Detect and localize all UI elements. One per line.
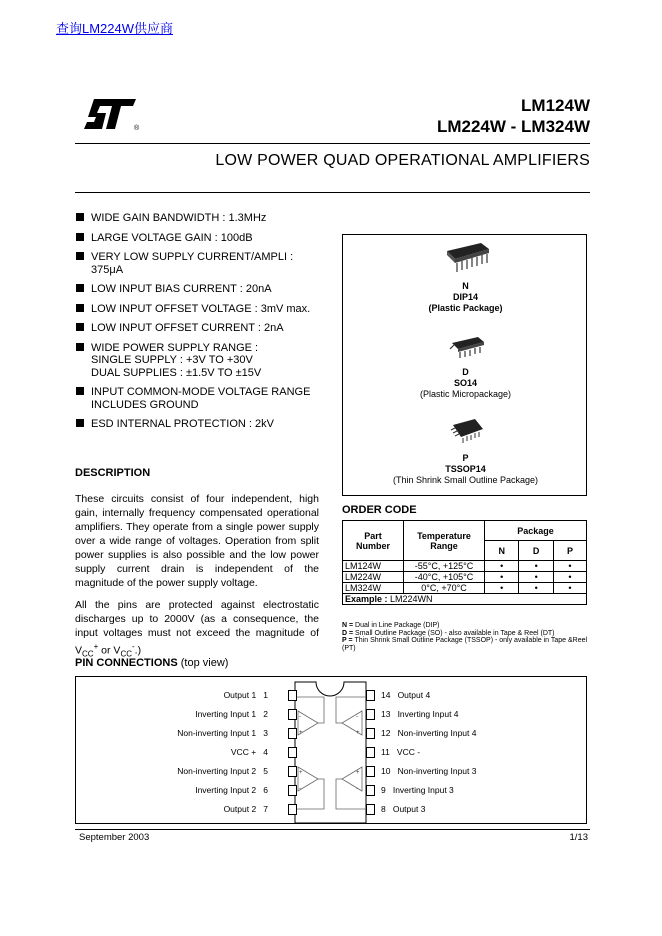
bullet-square-icon: [76, 233, 84, 241]
order-code-table: [342, 520, 587, 605]
feature-item: VERY LOW SUPPLY CURRENT/AMPLI : 375μA: [75, 251, 335, 276]
pin-label-11: 11 VCC -: [381, 747, 421, 757]
pin-box: [366, 747, 375, 758]
pin-label-10: 10 Non-inverting Input 3: [381, 766, 477, 776]
pin-box: [366, 766, 375, 777]
pin-label-1: Output 1 1: [223, 690, 268, 700]
description-paragraph-2: All the pins are protected against electrostatic discharges up to 2000V (as a consequence, the input voltages must not exceed the magnitude of $V_{CC}^+$ or $V_{CC}^-$.): [75, 599, 319, 659]
footer-date: September 2003: [79, 832, 150, 843]
pin-box: [366, 785, 375, 796]
pin-label-8: 8 Output 3: [381, 804, 426, 814]
pin-box: [366, 690, 375, 701]
package-notes: [342, 622, 592, 652]
tssop14-package-icon: [447, 415, 487, 451]
example-row: Example : LM224WN: [343, 594, 587, 605]
dip14-package-icon: [443, 239, 493, 275]
pin-box: [288, 804, 297, 815]
package-n-label: N DIP14 (Plastic Package): [428, 281, 503, 313]
pin-label-3: Non-inverting Input 1 3: [177, 728, 268, 738]
page-subtitle: LOW POWER QUAD OPERATIONAL AMPLIFIERS: [215, 152, 590, 169]
st-logo: [80, 97, 144, 137]
page-number: 1/13: [569, 832, 588, 843]
feature-item: LOW INPUT BIAS CURRENT : 20nA: [75, 283, 335, 296]
feature-item: WIDE POWER SUPPLY RANGE : SINGLE SUPPLY : +3V TO +30V DUAL SUPPLIES : ±1.5V TO ±15V: [75, 342, 335, 380]
svg-text:-: -: [356, 714, 358, 720]
pin-label-9: 9 Inverting Input 3: [381, 785, 454, 795]
pin-box: [366, 804, 375, 815]
pin-connections-diagram: [75, 676, 587, 824]
note-item: D = Small Outline Package (SO) - also available in Tape & Reel (DT): [342, 629, 555, 637]
col-part-number: Part Number: [343, 521, 404, 561]
bullet-square-icon: [76, 343, 84, 351]
bullet-square-icon: [76, 213, 84, 221]
svg-text:-: -: [299, 714, 301, 720]
so14-package-icon: [448, 333, 488, 363]
header-divider: [75, 143, 590, 144]
bullet-square-icon: [76, 304, 84, 312]
col-temperature: Temperature Range: [404, 521, 485, 561]
pinout-chip-icon: [76, 677, 588, 825]
bullet-square-icon: [76, 419, 84, 427]
svg-text:+: +: [299, 730, 303, 736]
note-item: P = Thin Shrink Small Outline Package (TSSOP) - only available in Tape &Reel (PT): [342, 637, 588, 652]
svg-text:-: -: [356, 786, 358, 792]
table-row: LM224W -40°C, +105°C • • •: [343, 572, 587, 583]
bullet-square-icon: [76, 284, 84, 292]
pin-label-13: 13 Inverting Input 4: [381, 709, 459, 719]
description-paragraph-1: These circuits consist of four independent, high gain, internally frequency compensated operational amplifiers. They operate from a single power supply over a wide range of voltages. Operation from split power supplies is also possible and the low power supply current drain is independent of the magnitude of the power supply voltage.: [75, 493, 319, 589]
order-code-heading: ORDER CODE: [342, 504, 417, 516]
pin-connections-heading: PIN CONNECTIONS (top view): [75, 657, 229, 669]
feature-item: LOW INPUT OFFSET VOLTAGE : 3mV max.: [75, 303, 335, 316]
svg-text:+: +: [356, 730, 360, 736]
subtitle-divider: [75, 192, 590, 193]
pin-box: [288, 728, 297, 739]
pin-box: [288, 709, 297, 720]
table-row: LM324W 0°C, +70°C • • •: [343, 583, 587, 594]
package-d-label: D SO14 (Plastic Micropackage): [419, 367, 512, 399]
svg-text:-: -: [299, 786, 301, 792]
feature-item: WIDE GAIN BANDWIDTH : 1.3MHz: [75, 212, 335, 225]
table-row: LM124W -55°C, +125°C • • •: [343, 561, 587, 572]
pin-label-7: Output 2 7: [223, 804, 268, 814]
bullet-square-icon: [76, 252, 84, 260]
pin-box: [288, 785, 297, 796]
package-p-label: P TSSOP14 (Thin Shrink Small Outline Package): [392, 453, 539, 485]
pin-label-14: 14 Output 4: [381, 690, 431, 700]
title-line-2: LM224W - LM324W: [436, 117, 590, 136]
feature-item: ESD INTERNAL PROTECTION : 2kV: [75, 418, 335, 431]
registered-mark: ®: [134, 125, 140, 132]
pin-label-5: Non-inverting Input 2 5: [177, 766, 268, 776]
pin-label-12: 12 Non-inverting Input 4: [381, 728, 477, 738]
bullet-square-icon: [76, 387, 84, 395]
pin-box: [366, 709, 375, 720]
pin-label-2: Inverting Input 1 2: [195, 709, 268, 719]
feature-item: LARGE VOLTAGE GAIN : 100dB: [75, 232, 335, 245]
col-package: Package: [485, 521, 587, 541]
col-package-p: P: [553, 541, 586, 561]
pin-box: [366, 728, 375, 739]
bullet-square-icon: [76, 323, 84, 331]
col-package-d: D: [519, 541, 553, 561]
feature-item: LOW INPUT OFFSET CURRENT : 2nA: [75, 322, 335, 335]
feature-item: INPUT COMMON-MODE VOLTAGE RANGE INCLUDES GROUND: [75, 386, 335, 411]
col-package-n: N: [485, 541, 519, 561]
note-item: N = Dual in Line Package (DIP): [342, 622, 440, 629]
title-line-1: LM124W: [521, 96, 590, 115]
svg-text:+: +: [299, 770, 303, 776]
pin-box: [288, 747, 297, 758]
feature-list: [75, 212, 335, 438]
package-box: [342, 234, 587, 496]
footer-divider: [75, 829, 590, 830]
pin-label-6: Inverting Input 2 6: [195, 785, 268, 795]
pin-box: [288, 690, 297, 701]
svg-text:+: +: [356, 770, 360, 776]
pin-box: [288, 766, 297, 777]
supplier-link[interactable]: 查询LM224W供应商: [56, 21, 174, 36]
description-heading: DESCRIPTION: [75, 467, 151, 479]
pin-label-4: VCC + 4: [230, 747, 268, 757]
